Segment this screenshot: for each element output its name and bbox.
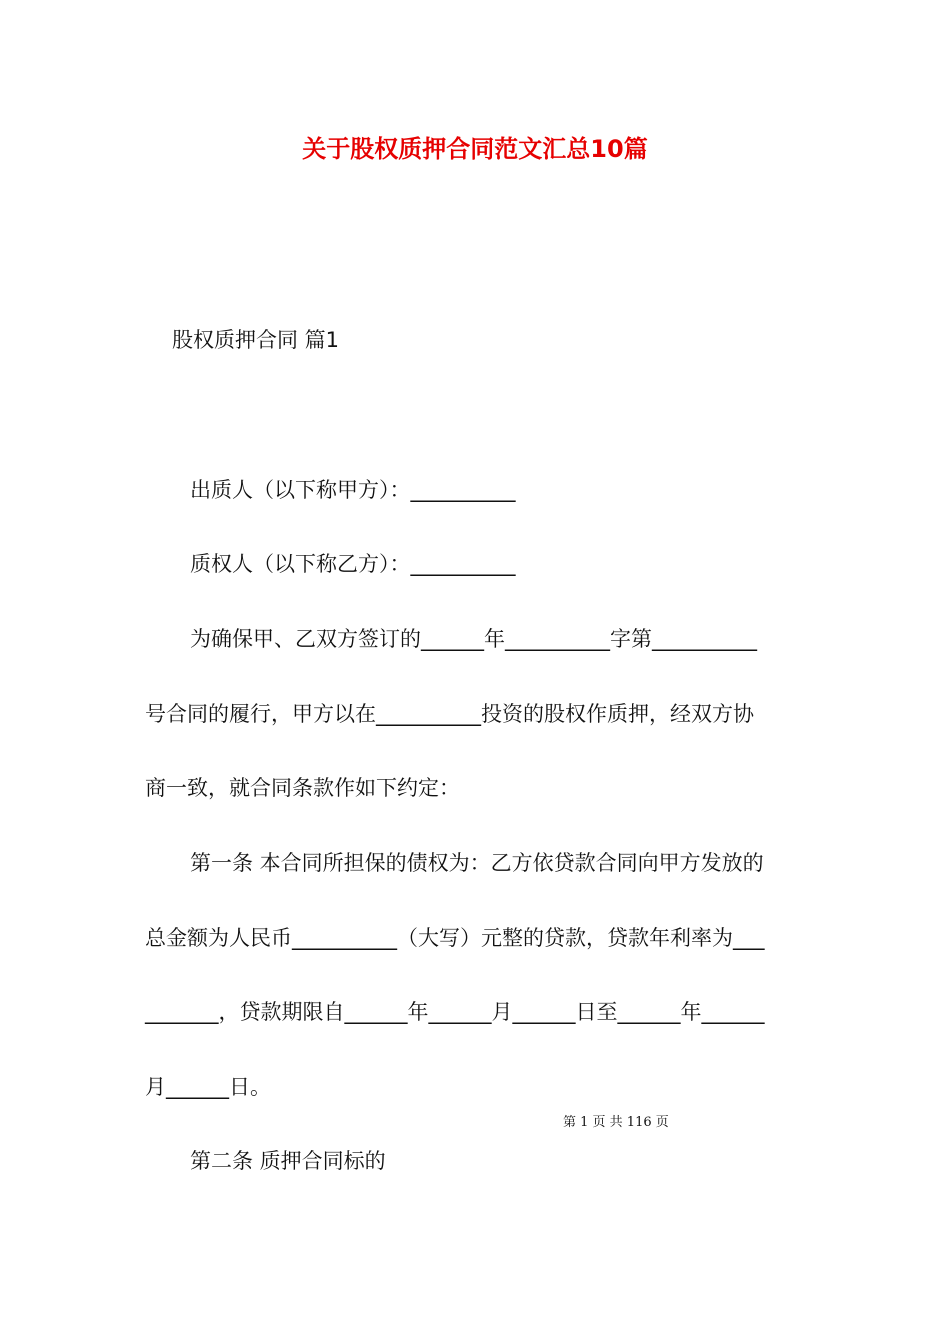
paragraph-line: 商一致，就合同条款作如下约定： xyxy=(145,776,460,800)
paragraph-line: 号合同的履行，甲方以在__________投资的股权作质押，经双方协 xyxy=(145,702,754,726)
paragraph-line: 总金额为人民币__________（大写）元整的贷款，贷款年利率为___ xyxy=(145,926,765,950)
paragraph-line: _______，贷款期限自______年______月______日至______年______ xyxy=(145,1000,765,1024)
section-heading: 股权质押合同 篇1 xyxy=(172,328,340,352)
pledgor-line: 出质人（以下称甲方）：__________ xyxy=(190,478,516,502)
article-1-line: 第一条 本合同所担保的债权为：乙方依贷款合同向甲方发放的 xyxy=(190,851,764,875)
article-2-heading: 第二条 质押合同标的 xyxy=(190,1149,386,1173)
paragraph-line: 为确保甲、乙双方签订的______年__________字第__________ xyxy=(190,627,757,651)
pledgee-line: 质权人（以下称乙方）：__________ xyxy=(190,552,516,576)
paragraph-line: 月______日。 xyxy=(145,1075,271,1099)
document-title: 关于股权质押合同范文汇总10篇 xyxy=(302,135,648,163)
page-footer: 第 1 页 共 116 页 xyxy=(563,1115,669,1130)
